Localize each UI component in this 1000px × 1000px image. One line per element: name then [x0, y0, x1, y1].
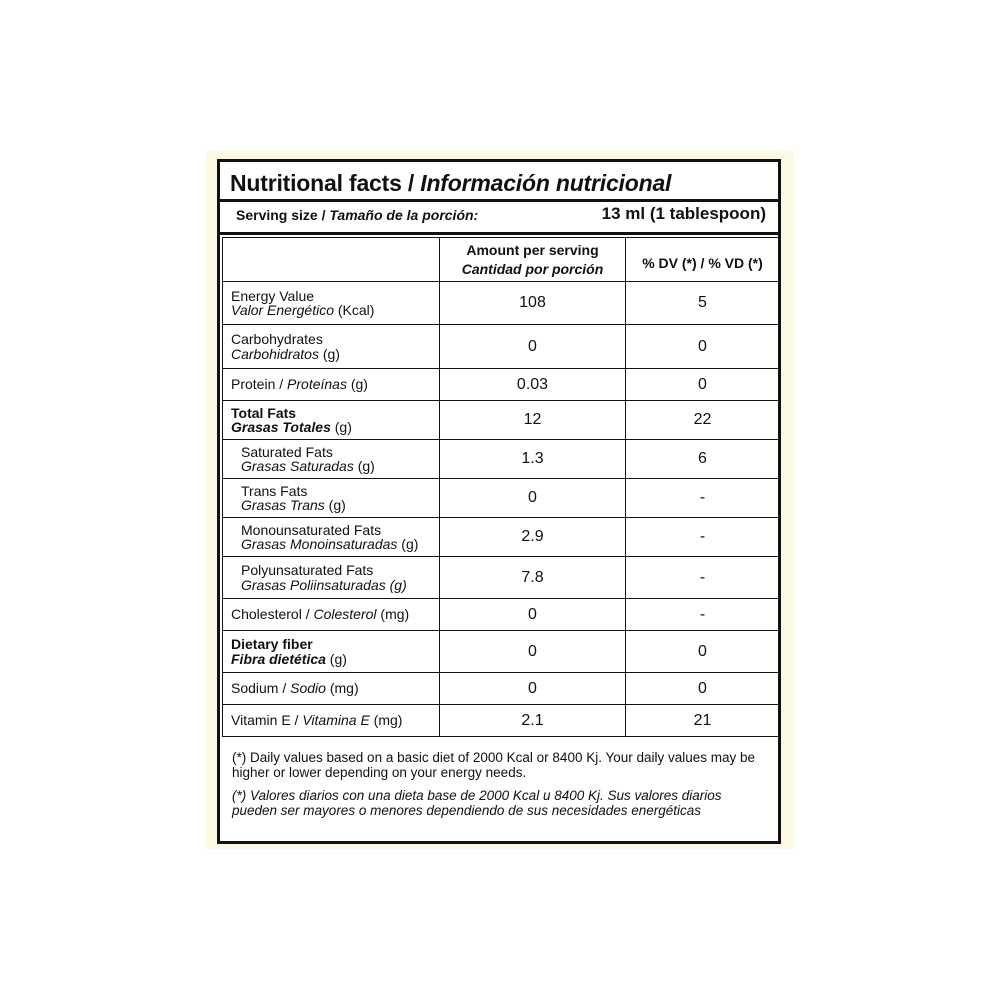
dv-value: -: [626, 599, 780, 631]
nutrient-name-en: Total Fats: [231, 404, 297, 421]
amount-value: 0: [440, 479, 626, 518]
table-row: [223, 557, 780, 599]
nutrient-name-en: Polyunsaturated Fats: [241, 562, 374, 578]
nutrient-name-es: Fibra dietética: [231, 650, 326, 667]
serving-separator: /: [317, 207, 330, 223]
nutrient-name: [223, 705, 440, 737]
nutrient-name-en: Vitamin E: [231, 712, 291, 729]
amount-value: 0: [440, 673, 626, 705]
nutrient-unit: (g): [397, 536, 419, 552]
nutrient-unit: (g): [330, 419, 352, 435]
nutrient-name: [223, 631, 440, 673]
name-separator: /: [278, 680, 291, 697]
footnote-en: (*) Daily values based on a basic diet of 2000 Kcal or 8400 Kj. Your daily values may be higher or lower depending on your energy needs.: [232, 750, 756, 780]
nutrient-unit: (mg): [325, 680, 359, 697]
amount-value: 2.1: [440, 705, 626, 737]
dv-value: -: [626, 518, 780, 557]
nutrient-unit: (Kcal): [333, 302, 375, 318]
title-es: Información nutricional: [420, 170, 672, 196]
nutrient-name-en: Sodium: [231, 680, 279, 697]
nutrient-name-en: Carbohydrates: [231, 331, 323, 347]
nutrient-unit: (g): [325, 650, 347, 667]
serving-label-en: Serving size: [236, 207, 318, 223]
dv-value: 0: [626, 631, 780, 673]
amount-value: 0.03: [440, 369, 626, 401]
nutrient-name: [223, 673, 440, 705]
header-dv: % DV (*) / % VD (*): [626, 238, 780, 282]
serving-size-label: [236, 207, 478, 223]
name-separator: /: [290, 712, 303, 729]
nutrient-name-en: Energy Value: [231, 287, 315, 304]
table-row: [223, 518, 780, 557]
table-row: [223, 325, 780, 369]
header-amount-es: Cantidad por porción: [461, 260, 604, 277]
table-row: [223, 440, 780, 479]
header-nutrient: [223, 238, 440, 282]
table-row: [223, 599, 780, 631]
amount-value: 1.3: [440, 440, 626, 479]
dv-value: -: [626, 557, 780, 599]
header-amount: [440, 238, 626, 282]
nutrient-name: [223, 369, 440, 401]
nutrient-name-es: Grasas Totales: [231, 419, 331, 435]
nutrient-name-en: Monounsaturated Fats: [241, 521, 382, 538]
name-separator: /: [275, 376, 288, 393]
footnote: [232, 750, 762, 826]
nutrient-name-es: Colesterol: [313, 606, 377, 623]
name-separator: /: [301, 606, 314, 623]
title-divider: [220, 199, 778, 202]
dv-value: 0: [626, 673, 780, 705]
nutrient-name: [223, 401, 440, 440]
dv-value: 5: [626, 282, 780, 325]
amount-value: 2.9: [440, 518, 626, 557]
dv-value: 0: [626, 369, 780, 401]
nutrient-name-en: Saturated Fats: [241, 443, 333, 460]
nutrient-name: [223, 518, 440, 557]
dv-value: 0: [626, 325, 780, 369]
header-amount-en: Amount per serving: [466, 241, 599, 258]
dv-value: 21: [626, 705, 780, 737]
nutrient-name-es: Grasas Trans: [241, 497, 325, 513]
nutrient-name-es: Grasas Saturadas: [241, 458, 354, 474]
table-row: [223, 631, 780, 673]
nutrient-name-en: Protein: [231, 376, 276, 393]
dv-value: 22: [626, 401, 780, 440]
amount-value: 0: [440, 631, 626, 673]
dv-value: -: [626, 479, 780, 518]
nutrient-name-en: Cholesterol: [231, 606, 302, 623]
nutrient-name: [223, 557, 440, 599]
footnote-es: (*) Valores diarios con una dieta base de 2000 Kcal u 8400 Kj. Sus valores diarios pueden ser mayores o menores dependiendo de sus necesidades energéticas: [232, 788, 722, 818]
nutrition-table: [222, 237, 780, 737]
nutrient-unit: (mg): [376, 606, 410, 623]
table-header-row: [223, 238, 780, 282]
nutrient-name: [223, 325, 440, 369]
amount-value: 0: [440, 325, 626, 369]
dv-value: 6: [626, 440, 780, 479]
nutrient-unit: (mg): [369, 712, 403, 729]
amount-value: 12: [440, 401, 626, 440]
label-title: [230, 170, 671, 197]
title-separator: /: [401, 170, 421, 196]
amount-value: 7.8: [440, 557, 626, 599]
nutrient-name-es: Sodio: [290, 680, 326, 697]
table-row: [223, 282, 780, 325]
nutrient-unit: (g): [324, 497, 346, 513]
nutrient-name-es: Proteínas: [287, 376, 347, 393]
nutrient-name-es: Carbohidratos: [231, 345, 319, 362]
nutrient-name: [223, 479, 440, 518]
nutrient-name: [223, 282, 440, 325]
serving-divider: [220, 232, 778, 235]
table-row: [223, 369, 780, 401]
nutrient-unit: (g): [346, 376, 368, 393]
nutrient-unit: (g): [318, 345, 340, 362]
table-row: [223, 705, 780, 737]
nutrient-name-en: Trans Fats: [241, 482, 308, 499]
title-en: Nutritional facts: [230, 170, 402, 196]
table-row: [223, 479, 780, 518]
nutrient-name: [223, 599, 440, 631]
serving-label-es: Tamaño de la porción:: [329, 207, 479, 223]
nutrition-label: [217, 159, 781, 844]
nutrient-name: [223, 440, 440, 479]
nutrient-name-es: Valor Energético: [231, 302, 334, 318]
nutrient-name-es: Grasas Poliinsaturadas (g): [241, 576, 407, 593]
amount-value: 0: [440, 599, 626, 631]
table-row: [223, 673, 780, 705]
table-row: [223, 401, 780, 440]
nutrient-name-es: Vitamina E: [302, 712, 370, 729]
nutrient-unit: (g): [353, 458, 375, 474]
nutrient-name-es: Grasas Monoinsaturadas: [241, 536, 398, 552]
serving-size-value: 13 ml (1 tablespoon): [601, 204, 766, 223]
nutrient-name-en: Dietary fiber: [231, 636, 313, 652]
amount-value: 108: [440, 282, 626, 325]
